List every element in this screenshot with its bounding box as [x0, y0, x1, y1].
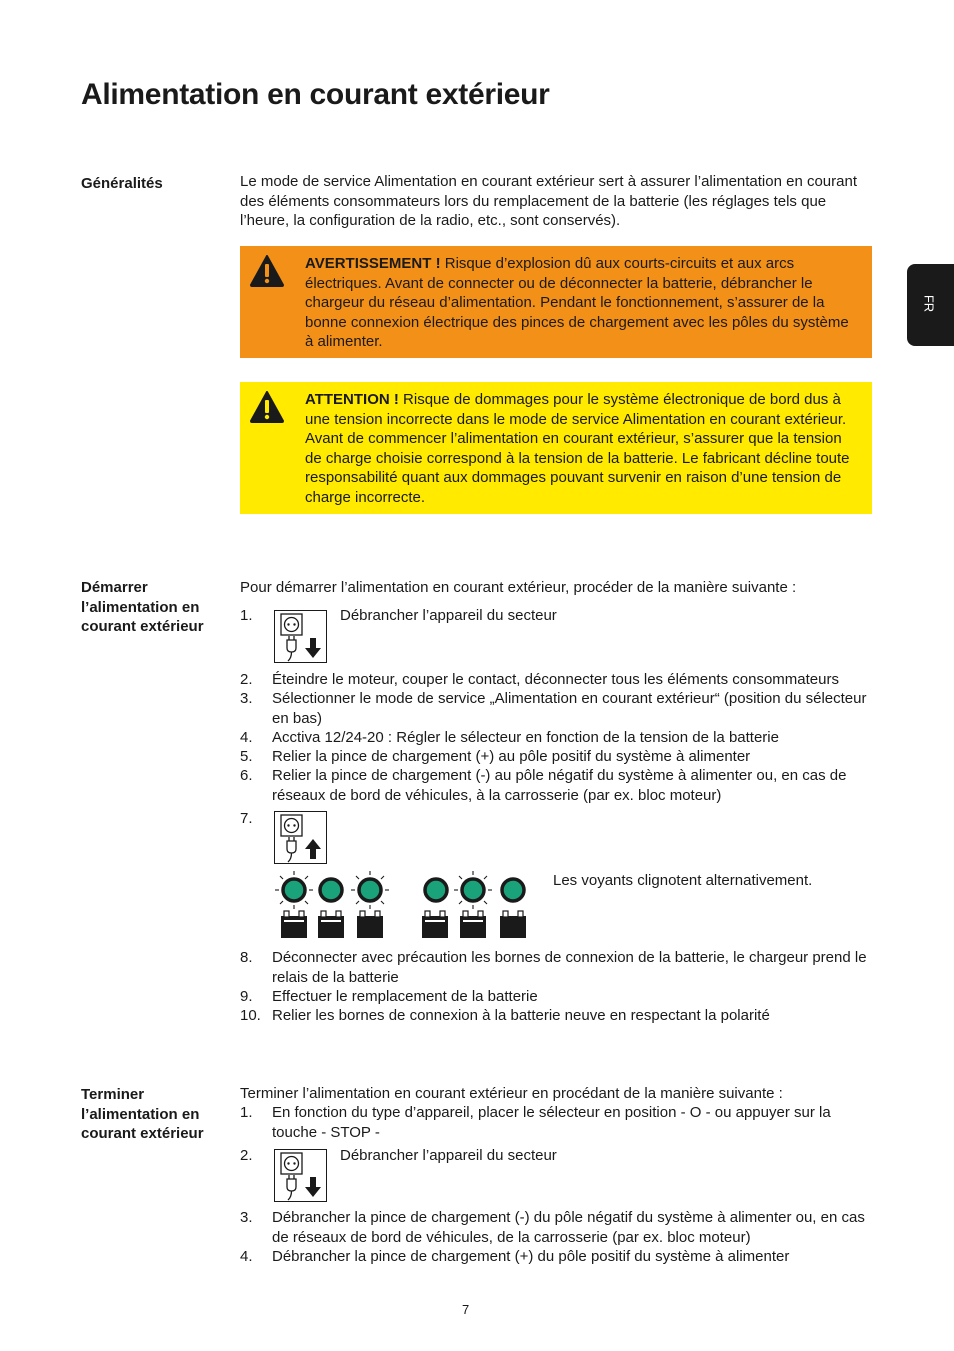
step-number: 1.: [240, 1104, 253, 1121]
section-heading-demarrer: [81, 578, 231, 637]
led-indicator-5: [454, 871, 492, 909]
step-text: Déconnecter avec précaution les bornes de connexion de la batterie, le chargeur prend le relais de la batterie: [272, 949, 867, 986]
step-number: 3.: [240, 690, 253, 707]
step-text: Débrancher l’appareil du secteur: [340, 1147, 557, 1164]
led-indicator-2: [320, 879, 342, 901]
warning-triangle-icon: [250, 255, 284, 287]
terminer-intro: Terminer l’alimentation en courant extérieur en procédant de la manière suivante :: [240, 1085, 783, 1102]
unplug-icon: [274, 1149, 327, 1202]
heading-line: courant extérieur: [81, 1125, 204, 1142]
step-text: Acctiva 12/24-20 : Régler le sélecteur en fonction de la tension de la batterie: [272, 729, 779, 746]
step-text: Effectuer le remplacement de la batterie: [272, 988, 538, 1005]
step-text: Débrancher l’appareil du secteur: [340, 607, 557, 624]
led-indicator-1: [275, 871, 313, 909]
warning-box: [240, 246, 872, 358]
battery-icon: [318, 911, 344, 938]
unplug-icon: [274, 610, 327, 663]
language-tab: [907, 264, 954, 346]
step-text: Relier la pince de chargement (-) au pôle négatif du système à alimenter ou, en cas de réseaux de bord de véhicules, à la carrosserie (par ex. bloc moteur): [272, 767, 847, 804]
step-number: 3.: [240, 1209, 253, 1226]
step-text: Relier la pince de chargement (+) au pôle positif du système à alimenter: [272, 748, 751, 765]
battery-icon: [460, 911, 486, 938]
step-number: 7.: [240, 810, 253, 827]
led-indicator-3: [351, 871, 389, 909]
led-indicator-6: [502, 879, 524, 901]
step-text: Éteindre le moteur, couper le contact, déconnecter tous les éléments consommateurs: [272, 671, 839, 688]
heading-line: courant extérieur: [81, 618, 204, 635]
heading-line: Terminer: [81, 1086, 145, 1103]
battery-icon: [500, 911, 526, 938]
heading-line: l’alimentation en: [81, 598, 200, 616]
step-number: 10.: [240, 1007, 261, 1024]
heading-line: l’alimentation en: [81, 1105, 200, 1123]
section-heading-generalites: Généralités: [81, 175, 163, 192]
led-caption: Les voyants clignotent alternativement.: [553, 872, 813, 889]
step-text: Débrancher la pince de chargement (-) du pôle négatif du système à alimenter ou, en cas de réseaux de bord de véhicules, de la carrosserie (par ex. bloc moteur): [272, 1209, 865, 1246]
step-number: 4.: [240, 729, 253, 746]
step-number: 8.: [240, 949, 253, 966]
led-battery-illustration: [270, 868, 532, 940]
step-text: Relier les bornes de connexion à la batterie neuve en respectant la polarité: [272, 1007, 770, 1024]
step-text: Débrancher la pince de chargement (+) du pôle positif du système à alimenter: [272, 1248, 790, 1265]
step-number: 1.: [240, 607, 253, 624]
language-tab-label: FR: [921, 294, 937, 313]
warning-triangle-icon: [250, 391, 284, 423]
battery-icon: [357, 911, 383, 938]
page-number: 7: [462, 1302, 470, 1317]
step-number: 6.: [240, 767, 253, 784]
caution-label: ATTENTION !: [305, 391, 399, 408]
warning-label: AVERTISSEMENT !: [305, 255, 441, 272]
caution-text: Risque de dommages pour le système électronique de bord dus à une tension incorrecte dans le mode de service Alimentation en courant extérieur. Avant de commencer l’alimentation en courant extérieur, s’assurer que la tension de charge choisie correspond à la tension de la batterie. Le fabricant décline toute responsabilité quant aux dommages pouvant survenir en raison d’une tension de charge incorrecte.: [305, 391, 850, 506]
led-indicator-4: [425, 879, 447, 901]
caution-box: [240, 382, 872, 514]
step-number: 5.: [240, 748, 253, 765]
page-title: Alimentation en courant extérieur: [81, 78, 550, 111]
generalites-text: Le mode de service Alimentation en courant extérieur sert à assurer l’alimentation en courant des éléments consommateurs lors du remplacement de la batterie (les réglages tels que l’heure, la configuration de la radio, etc., sont conservés).: [240, 173, 857, 229]
step-text: En fonction du type d’appareil, placer le sélecteur en position - O - ou appuyer sur la touche - STOP -: [272, 1104, 831, 1141]
step-number: 9.: [240, 988, 253, 1005]
step-text: Sélectionner le mode de service „Alimentation en courant extérieur“ (position du sélecteur en bas): [272, 690, 867, 727]
step-number: 4.: [240, 1248, 253, 1265]
heading-line: Démarrer: [81, 579, 148, 596]
warning-text: Risque d’explosion dû aux courts-circuits et aux arcs électriques. Avant de connecter ou de déconnecter la batterie, débrancher le chargeur du réseau d’alimentation. Pendant le fonctionnement, s’assurer de la bonne connexion électrique des pinces de chargement avec les pôles du système à alimenter.: [305, 255, 849, 350]
demarrer-intro: Pour démarrer l’alimentation en courant extérieur, procéder de la manière suivante :: [240, 579, 797, 596]
step-number: 2.: [240, 1147, 253, 1164]
battery-icon: [422, 911, 448, 938]
battery-icon: [281, 911, 307, 938]
step-number: 2.: [240, 671, 253, 688]
section-heading-terminer: [81, 1085, 231, 1144]
plug-in-icon: [274, 811, 327, 864]
